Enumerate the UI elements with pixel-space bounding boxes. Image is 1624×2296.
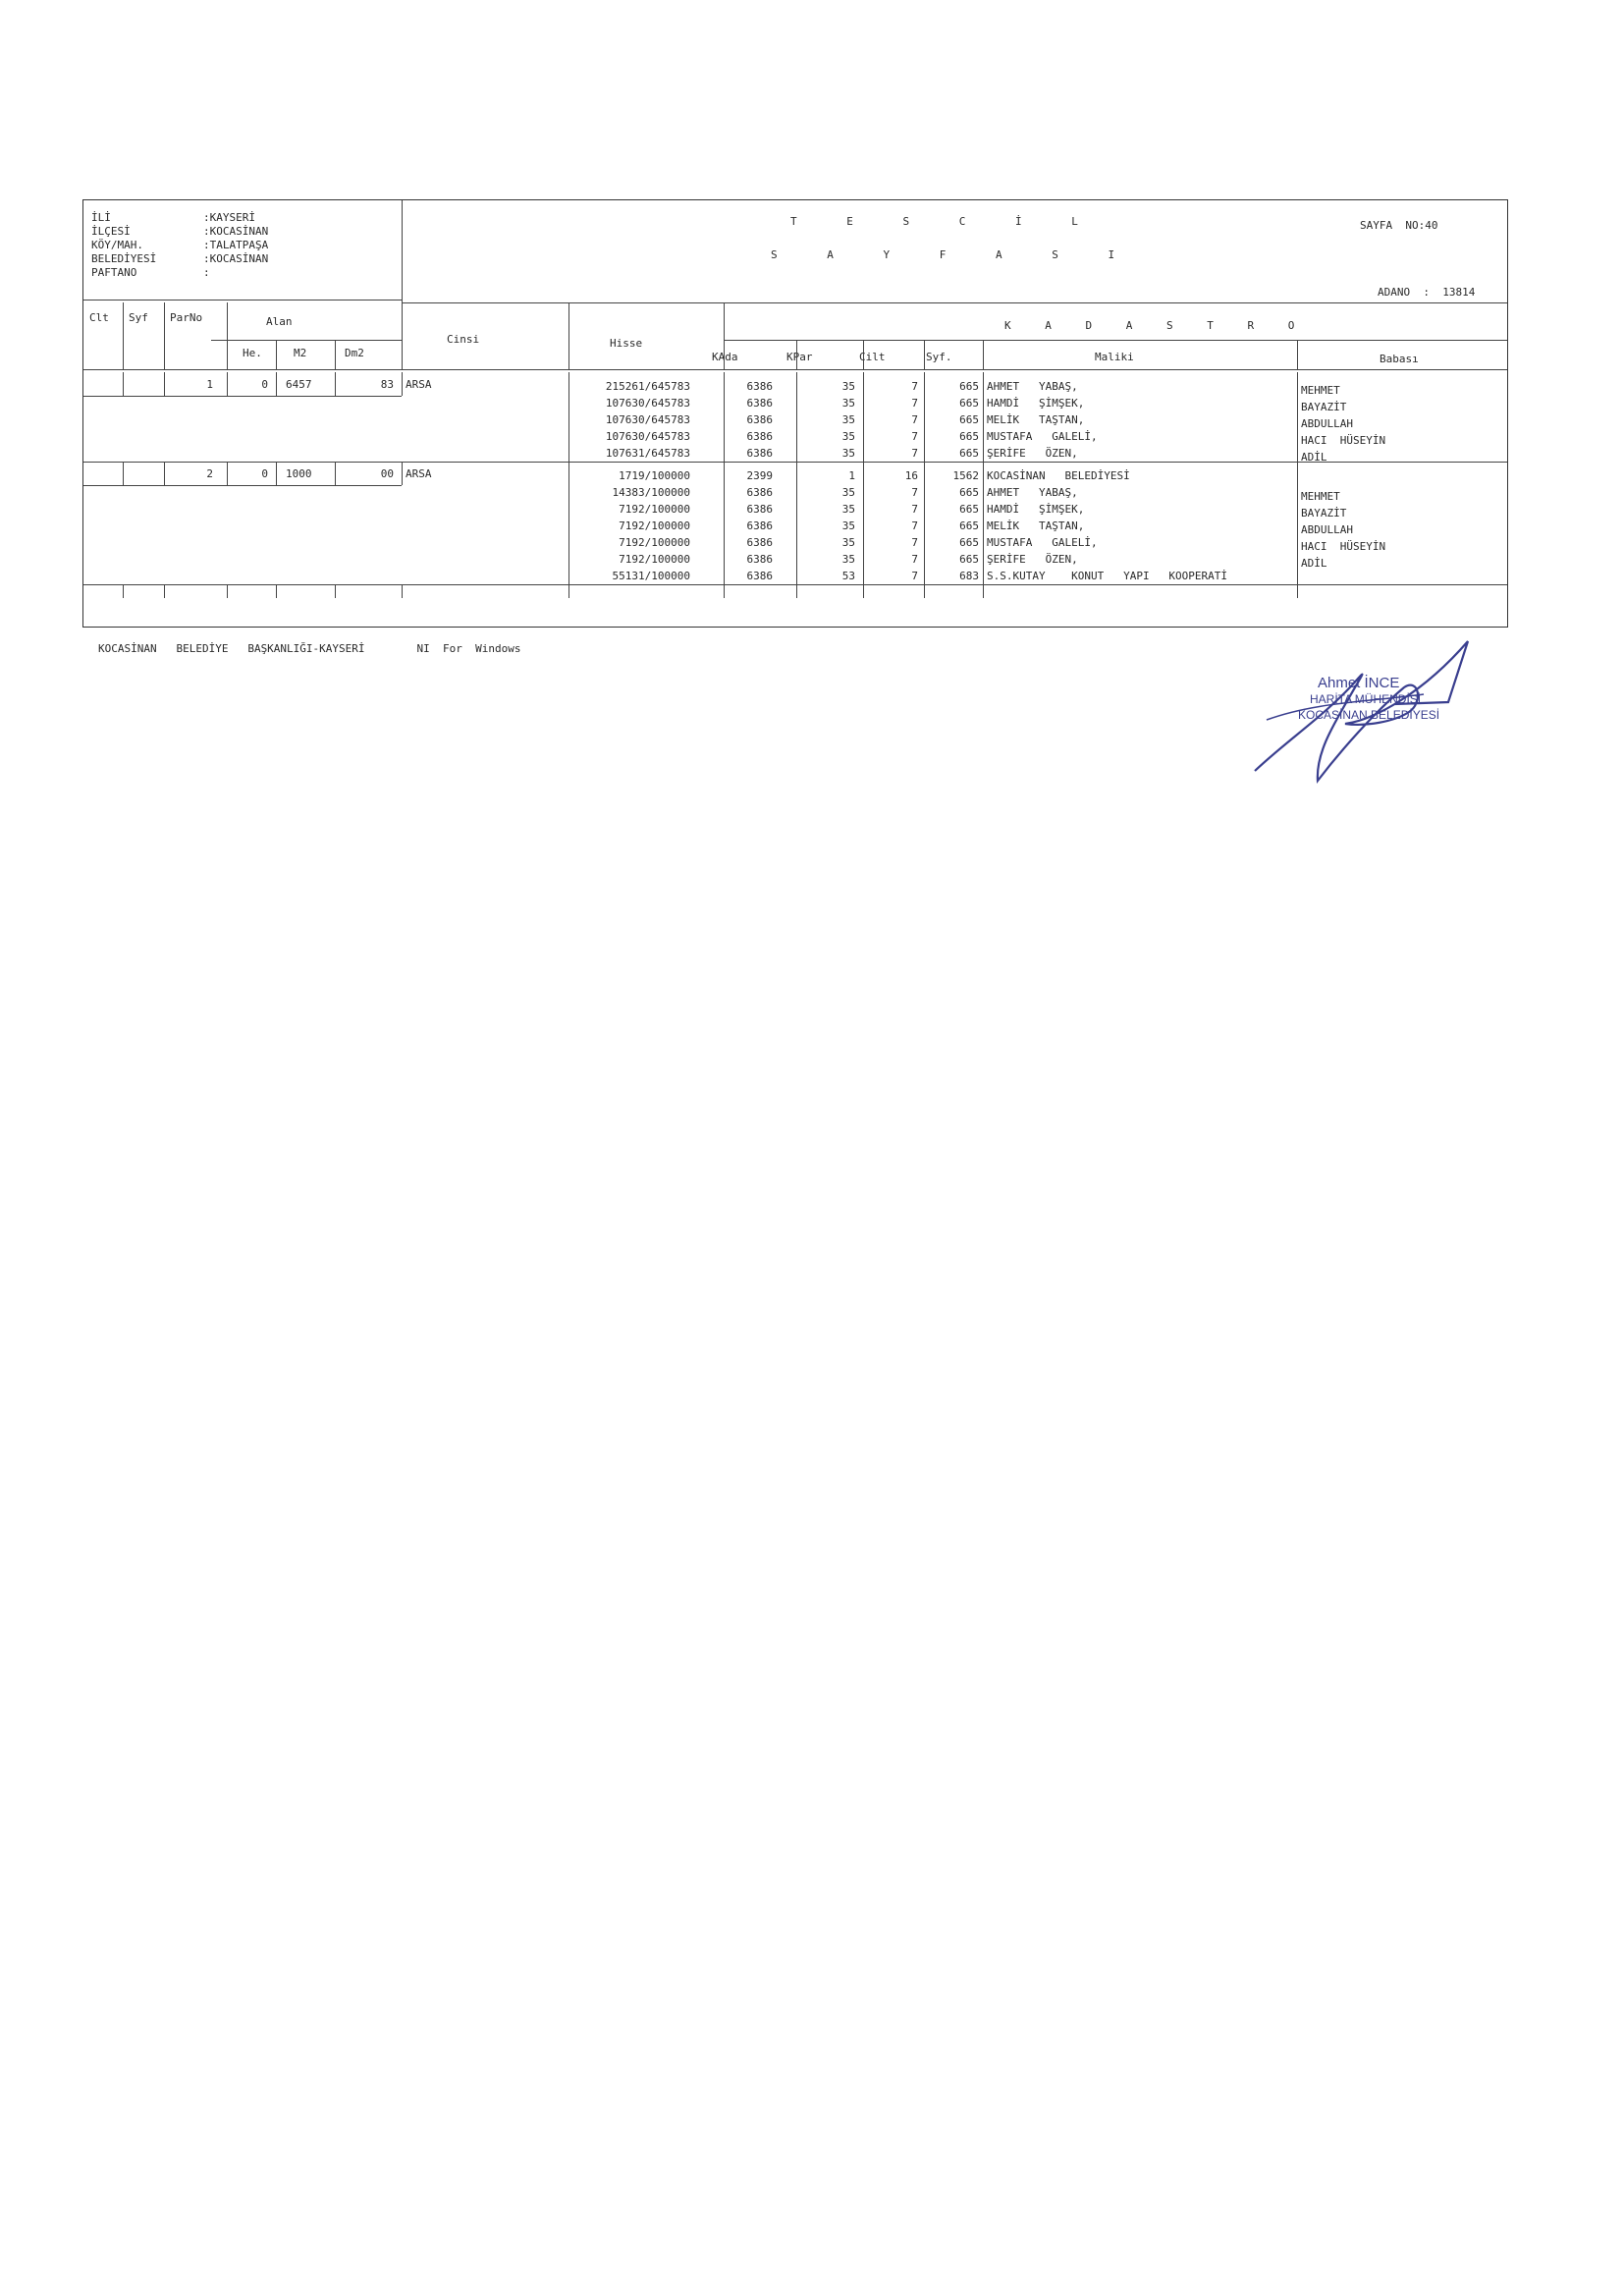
row-syf: 683 xyxy=(959,570,979,582)
row-kpar: 35 xyxy=(841,519,855,532)
divider xyxy=(211,340,402,341)
stamp-title: HARİTA MÜHENDİSİ xyxy=(1310,692,1422,706)
divider xyxy=(863,584,864,598)
row-kpar: 35 xyxy=(841,413,855,426)
col-he: He. xyxy=(243,347,262,359)
divider xyxy=(983,462,984,584)
divider xyxy=(164,302,165,369)
row-syf: 665 xyxy=(959,486,979,499)
row-cilt: 7 xyxy=(911,519,918,532)
row-cilt: 7 xyxy=(911,536,918,549)
stamp-name: Ahmet İNCE xyxy=(1318,675,1400,691)
col-kpar: KPar xyxy=(786,351,813,363)
divider xyxy=(83,300,402,301)
row-kpar: 35 xyxy=(841,447,855,460)
divider xyxy=(402,302,1507,303)
divider xyxy=(402,462,403,485)
divider xyxy=(983,584,984,598)
divider xyxy=(227,584,228,598)
row-cilt: 7 xyxy=(911,553,918,566)
value-ilcesi: :KOCASİNAN xyxy=(203,225,269,238)
col-cinsi: Cinsi xyxy=(447,333,480,346)
label-koy-mah: KÖY/MAH. xyxy=(91,239,143,251)
row-hisse: 107630/645783 xyxy=(605,397,690,410)
divider xyxy=(1297,462,1298,584)
label-belediyesi: BELEDİYESİ xyxy=(91,252,157,265)
divider xyxy=(276,584,277,598)
divider xyxy=(83,369,1507,370)
row-hisse: 7192/100000 xyxy=(619,553,690,566)
divider xyxy=(924,340,925,369)
divider xyxy=(724,302,725,369)
divider xyxy=(123,302,124,369)
row-cilt: 7 xyxy=(911,570,918,582)
row-kada: 6386 xyxy=(746,519,773,532)
row-hisse: 215261/645783 xyxy=(605,380,690,393)
row-hisse: 7192/100000 xyxy=(619,519,690,532)
parcel-he: 0 xyxy=(261,467,268,480)
row-hisse: 107631/645783 xyxy=(605,447,690,460)
row-kada: 6386 xyxy=(746,430,773,443)
divider xyxy=(1297,584,1298,598)
row-hisse: 1719/100000 xyxy=(619,469,690,482)
divider xyxy=(1297,340,1298,369)
divider xyxy=(796,340,797,369)
divider xyxy=(83,584,1507,585)
tescil-sheet xyxy=(82,199,1508,628)
divider xyxy=(863,340,864,369)
row-babasi: BAYAZİT xyxy=(1301,507,1347,519)
row-kpar: 35 xyxy=(841,397,855,410)
row-babasi: ABDULLAH xyxy=(1301,523,1353,536)
row-kpar: 35 xyxy=(841,380,855,393)
row-kpar: 35 xyxy=(841,486,855,499)
parcel-dm2: 00 xyxy=(380,467,394,480)
row-hisse: 14383/100000 xyxy=(612,486,690,499)
divider xyxy=(123,584,124,598)
parcel-dm2: 83 xyxy=(380,378,394,391)
row-maliki: ŞERİFE ÖZEN, xyxy=(987,553,1078,566)
col-maliki: Maliki xyxy=(1095,351,1134,363)
col-syf-kadastro: Syf. xyxy=(926,351,952,363)
row-maliki: MUSTAFA GALELİ, xyxy=(987,430,1098,443)
row-hisse: 107630/645783 xyxy=(605,413,690,426)
divider xyxy=(568,584,569,598)
title-sayfasi: S A Y F A S I xyxy=(771,248,1137,261)
row-hisse: 7192/100000 xyxy=(619,503,690,516)
row-kpar: 35 xyxy=(841,430,855,443)
row-maliki: HAMDİ ŞİMŞEK, xyxy=(987,503,1085,516)
footer-text: KOCASİNAN BELEDİYE BAŞKANLIĞI-KAYSERİ NI For Windows xyxy=(98,642,521,655)
divider xyxy=(123,372,124,396)
divider xyxy=(164,584,165,598)
label-ili: İLİ xyxy=(91,211,111,224)
divider xyxy=(83,485,402,486)
divider xyxy=(983,340,984,369)
col-hisse: Hisse xyxy=(610,337,643,350)
stamp-org: KOCASİNAN BELEDİYESİ xyxy=(1298,708,1440,722)
divider xyxy=(402,200,403,302)
row-kada: 6386 xyxy=(746,397,773,410)
row-kada: 6386 xyxy=(746,486,773,499)
col-kadastro: K A D A S T R O xyxy=(1004,319,1309,332)
col-parno: ParNo xyxy=(170,311,203,324)
row-babasi: ADİL xyxy=(1301,451,1327,464)
col-clt: Clt xyxy=(89,311,109,324)
divider xyxy=(924,584,925,598)
row-babasi: ADİL xyxy=(1301,557,1327,570)
row-kada: 6386 xyxy=(746,447,773,460)
col-babasi: Babası xyxy=(1380,353,1419,365)
value-belediyesi: :KOCASİNAN xyxy=(203,252,269,265)
row-kada: 2399 xyxy=(746,469,773,482)
col-cilt: Cilt xyxy=(859,351,886,363)
row-syf: 665 xyxy=(959,536,979,549)
divider xyxy=(983,372,984,462)
divider xyxy=(1297,372,1298,462)
divider xyxy=(402,372,403,396)
row-syf: 665 xyxy=(959,413,979,426)
row-hisse: 55131/100000 xyxy=(612,570,690,582)
row-maliki: ŞERİFE ÖZEN, xyxy=(987,447,1078,460)
row-syf: 665 xyxy=(959,430,979,443)
row-cilt: 7 xyxy=(911,413,918,426)
divider xyxy=(724,340,1507,341)
value-koy-mah: :TALATPAŞA xyxy=(203,239,269,251)
divider xyxy=(83,462,1507,463)
parcel-m2: 6457 xyxy=(286,378,312,391)
row-syf: 665 xyxy=(959,519,979,532)
row-babasi: HACI HÜSEYİN xyxy=(1301,434,1386,447)
parcel-parno: 2 xyxy=(206,467,213,480)
row-maliki: S.S.KUTAY KONUT YAPI KOOPERATİ xyxy=(987,570,1228,582)
divider xyxy=(276,340,277,369)
row-cilt: 7 xyxy=(911,503,918,516)
row-cilt: 7 xyxy=(911,486,918,499)
col-syf: Syf xyxy=(129,311,148,324)
row-syf: 665 xyxy=(959,447,979,460)
row-kpar: 35 xyxy=(841,503,855,516)
divider xyxy=(335,584,336,598)
divider xyxy=(402,302,403,369)
row-babasi: BAYAZİT xyxy=(1301,401,1347,413)
divider xyxy=(402,584,403,598)
row-syf: 665 xyxy=(959,503,979,516)
row-maliki: HAMDİ ŞİMŞEK, xyxy=(987,397,1085,410)
row-kada: 6386 xyxy=(746,570,773,582)
row-kpar: 53 xyxy=(841,570,855,582)
row-kada: 6386 xyxy=(746,413,773,426)
row-babasi: ABDULLAH xyxy=(1301,417,1353,430)
divider xyxy=(796,584,797,598)
col-dm2: Dm2 xyxy=(345,347,364,359)
row-cilt: 16 xyxy=(904,469,918,482)
row-cilt: 7 xyxy=(911,430,918,443)
row-cilt: 7 xyxy=(911,447,918,460)
row-babasi: MEHMET xyxy=(1301,490,1340,503)
divider xyxy=(276,462,277,485)
divider xyxy=(227,340,228,369)
col-alan: Alan xyxy=(266,315,293,328)
row-kpar: 35 xyxy=(841,553,855,566)
row-kada: 6386 xyxy=(746,536,773,549)
row-syf: 665 xyxy=(959,397,979,410)
parcel-cinsi: ARSA xyxy=(406,467,432,480)
col-m2: M2 xyxy=(294,347,307,359)
divider xyxy=(83,396,402,397)
value-ili: :KAYSERİ xyxy=(203,211,255,224)
ada-no: ADANO : 13814 xyxy=(1378,286,1476,299)
row-kpar: 35 xyxy=(841,536,855,549)
parcel-cinsi: ARSA xyxy=(406,378,432,391)
sayfa-no: SAYFA NO:40 xyxy=(1360,219,1438,232)
row-kada: 6386 xyxy=(746,553,773,566)
row-cilt: 7 xyxy=(911,380,918,393)
divider xyxy=(568,302,569,369)
parcel-parno: 1 xyxy=(206,378,213,391)
row-kpar: 1 xyxy=(848,469,855,482)
row-maliki: MELİK TAŞTAN, xyxy=(987,519,1085,532)
row-babasi: HACI HÜSEYİN xyxy=(1301,540,1386,553)
divider xyxy=(335,340,336,369)
divider xyxy=(123,462,124,485)
label-ilcesi: İLÇESİ xyxy=(91,225,131,238)
row-babasi: MEHMET xyxy=(1301,384,1340,397)
row-maliki: AHMET YABAŞ, xyxy=(987,380,1078,393)
divider xyxy=(724,584,725,598)
row-hisse: 107630/645783 xyxy=(605,430,690,443)
row-syf: 665 xyxy=(959,553,979,566)
row-maliki: MELİK TAŞTAN, xyxy=(987,413,1085,426)
row-cilt: 7 xyxy=(911,397,918,410)
label-paftano: PAFTANO xyxy=(91,266,137,279)
row-kada: 6386 xyxy=(746,380,773,393)
signature-stamp xyxy=(1247,633,1483,791)
row-maliki: KOCASİNAN BELEDİYESİ xyxy=(987,469,1130,482)
row-kada: 6386 xyxy=(746,503,773,516)
parcel-he: 0 xyxy=(261,378,268,391)
col-kada: KAda xyxy=(712,351,738,363)
row-hisse: 7192/100000 xyxy=(619,536,690,549)
value-paftano: : xyxy=(203,266,210,279)
row-syf: 665 xyxy=(959,380,979,393)
divider xyxy=(276,372,277,396)
row-syf: 1562 xyxy=(952,469,979,482)
title-tescil: T E S C İ L xyxy=(790,215,1100,228)
row-maliki: AHMET YABAŞ, xyxy=(987,486,1078,499)
row-maliki: MUSTAFA GALELİ, xyxy=(987,536,1098,549)
parcel-m2: 1000 xyxy=(286,467,312,480)
